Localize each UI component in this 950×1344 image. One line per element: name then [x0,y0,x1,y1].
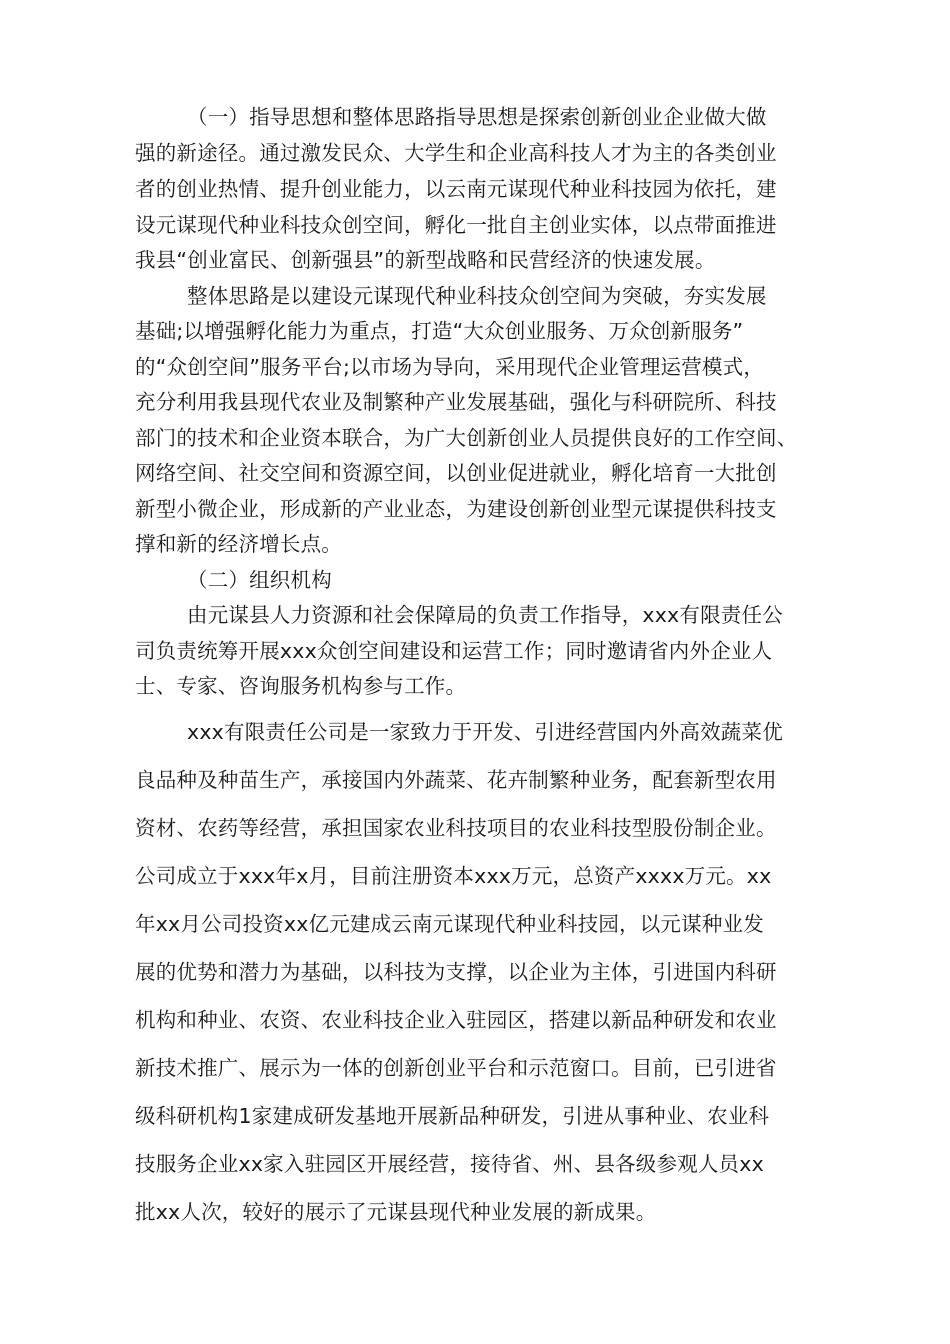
text-line: 强的新途径。通过激发民众、大学生和企业高科技人才为主的各类创业 [135,141,777,165]
text-line: 年xx月公司投资xx亿元建成云南元谋现代种业科技园，以元谋种业发 [135,912,764,936]
text-line: 技服务企业xx家入驻园区开展经营，接待省、州、县各级参观人员xx [135,1152,764,1176]
text-line: 新技术推广、展示为一体的创新创业平台和示范窗口。目前，已引进省 [135,1056,777,1080]
text-line: 批xx人次，较好的展示了元谋县现代种业发展的新成果。 [135,1200,657,1224]
text-line: 公司成立于xxx年x月，目前注册资本xxx万元，总资产xxxx万元。xx [135,864,772,888]
text-line: 新型小微企业，形成新的产业业态，为建设创新创业型元谋提供科技支 [135,497,777,521]
text-line: 级科研机构1家建成研发基地开展新品种研发，引进从事种业、农业科 [135,1104,770,1128]
text-line: 充分利用我县现代农业及制繁种产业发展基础，强化与科研院所、科技 [135,390,777,414]
text-line: 部门的技术和企业资本联合，为广大创新创业人员提供良好的工作空间、 [135,426,798,450]
text-line: 机构和种业、农资、农业科技企业入驻园区，搭建以新品种研发和农业 [135,1008,777,1032]
text-line: 司负责统筹开展xxx众创空间建设和运营工作；同时邀请省内外企业人 [135,639,773,663]
text-line: 基础;以增强孵化能力为重点，打造“大众创业服务、万众创新服务” [135,319,744,343]
text-line: 者的创业热情、提升创业能力，以云南元谋现代种业科技园为依托，建 [135,177,777,201]
text-line: 良品种及种苗生产，承接国内外蔬菜、花卉制繁种业务，配套新型农用 [135,768,777,792]
text-line: 撑和新的经济增长点。 [135,532,342,556]
text-line: 资材、农药等经营，承担国家农业科技项目的农业科技型股份制企业。 [135,816,777,840]
text-line: 的“众创空间”服务平台;以市场为导向，采用现代企业管理运营模式， [135,355,765,379]
text-line: 我县“创业富民、创新强县”的新型战略和民营经济的快速发展。 [135,248,716,272]
text-line: （一）指导思想和整体思路指导思想是探索创新创业企业做大做 [187,105,767,129]
text-line: 整体思路是以建设元谋现代种业科技众创空间为突破，夯实发展 [187,284,767,308]
text-line: 士、专家、咨询服务机构参与工作。 [135,674,467,698]
text-line: 展的优势和潜力为基础，以科技为支撑，以企业为主体，引进国内科研 [135,960,777,984]
text-line: xxx有限责任公司是一家致力于开发、引进经营国内外高效蔬菜优 [187,720,783,744]
section-heading: （二）组织机构 [187,568,332,592]
text-line: 设元谋现代种业科技众创空间，孵化一批自主创业实体，以点带面推进 [135,213,777,237]
text-line: 网络空间、社交空间和资源空间，以创业促进就业，孵化培育一大批创 [135,461,777,485]
text-line: 由元谋县人力资源和社会保障局的负责工作指导，xxx有限责任公 [187,603,783,627]
